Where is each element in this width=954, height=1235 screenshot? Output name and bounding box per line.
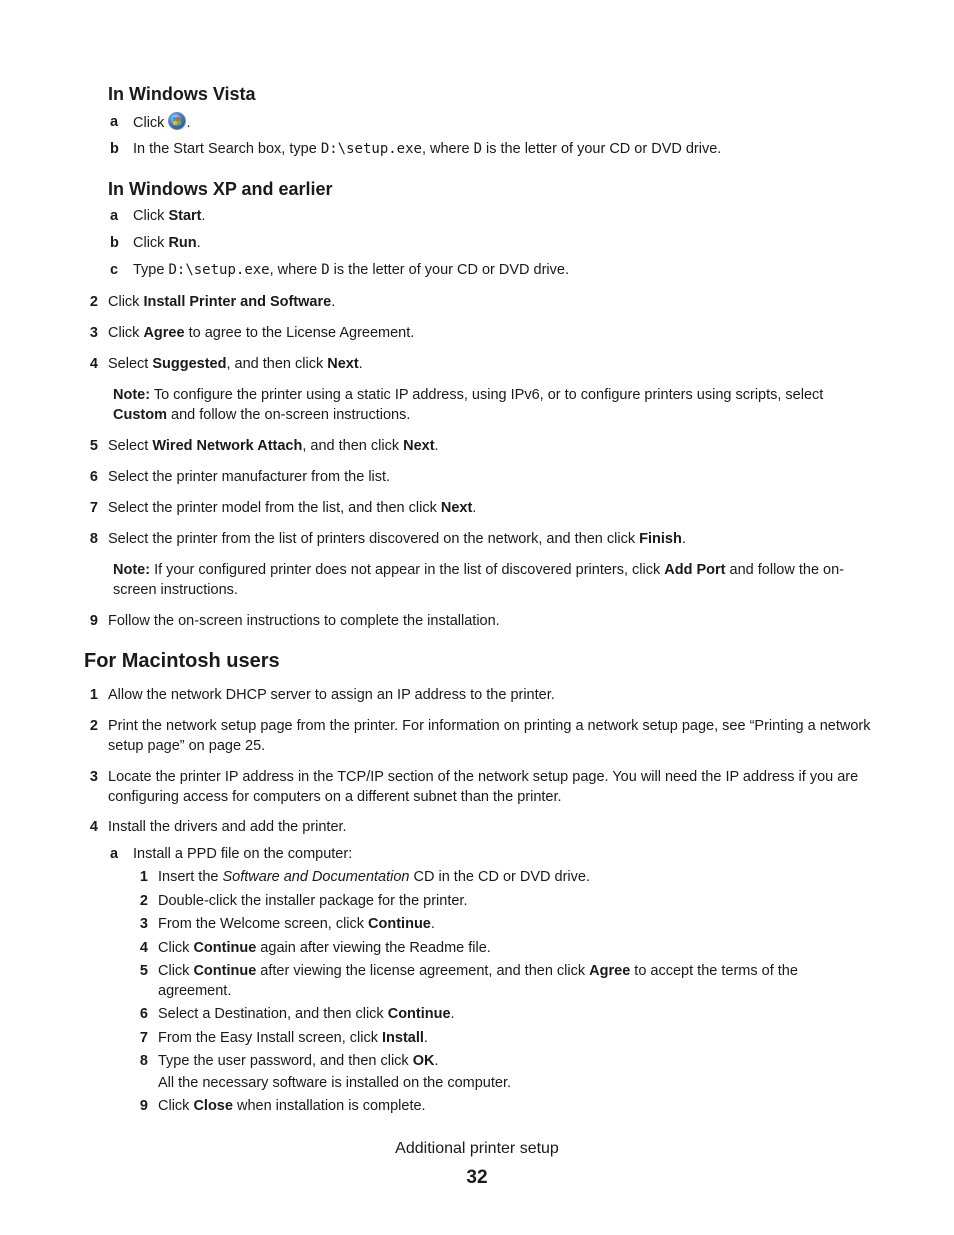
step-number: 3	[89, 325, 98, 341]
step-number: 7	[89, 500, 98, 516]
step-text: Install a PPD file on the computer:	[133, 846, 353, 862]
step-letter: b	[110, 235, 119, 251]
step-text: In the Start Search box, type D:\setup.exe, where D is the letter of your CD or DVD drive.	[133, 141, 722, 157]
step-number: 8	[89, 531, 98, 547]
step-text: Type D:\setup.exe, where D is the letter of your CD or DVD drive.	[133, 262, 569, 278]
substep-text: Type the user password, and then click OK.	[158, 1053, 439, 1069]
step-number: 4	[89, 819, 98, 835]
footer-section-title: Additional printer setup	[395, 1140, 559, 1157]
step-text: Click .	[133, 112, 873, 133]
step-text: Allow the network DHCP server to assign an IP address to the printer.	[108, 687, 555, 703]
step-number: 6	[89, 469, 98, 485]
substep-text: Click Continue after viewing the license agreement, and then click Agree to accept the terms of the agreement.	[158, 963, 798, 999]
substep-number: 8	[139, 1053, 148, 1069]
section-heading-mac: For Macintosh users	[84, 650, 280, 672]
step-text: Select the printer manufacturer from the list.	[108, 469, 391, 485]
substep-text: From the Welcome screen, click Continue.	[158, 916, 435, 932]
step-letter: a	[110, 114, 119, 130]
step-text: Click Install Printer and Software.	[108, 294, 336, 310]
substep-text: Double-click the installer package for the printer.	[158, 893, 468, 909]
step-number: 3	[89, 769, 98, 785]
step-text: Select the printer from the list of printers discovered on the network, and then click Finish.	[108, 531, 686, 547]
step-number: 2	[89, 718, 98, 734]
step-text: Click Start.	[133, 208, 206, 224]
step-number: 4	[89, 356, 98, 372]
substep-number: 2	[139, 893, 148, 909]
step-text: Select Wired Network Attach, and then click Next.	[108, 438, 439, 454]
substep-text: Click Close when installation is complete.	[158, 1098, 426, 1114]
step-letter: a	[110, 846, 119, 862]
substep-text: From the Easy Install screen, click Install.	[158, 1030, 428, 1046]
substep-number: 3	[139, 916, 148, 932]
substep-text: Click Continue again after viewing the Readme file.	[158, 940, 491, 956]
substep-number: 9	[139, 1098, 148, 1114]
note: Note: If your configured printer does not appear in the list of discovered printers, click Add Port and follow the on-screen instructions.	[113, 562, 844, 598]
step-text: Select Suggested, and then click Next.	[108, 356, 363, 372]
section-heading-xp: In Windows XP and earlier	[108, 179, 333, 199]
section-heading-vista: In Windows Vista	[108, 84, 256, 104]
page-number: 32	[466, 1167, 488, 1188]
windows-start-icon	[168, 112, 186, 130]
substep-text: Select a Destination, and then click Continue.	[158, 1006, 455, 1022]
step-text: Install the drivers and add the printer.	[108, 819, 347, 835]
step-letter: a	[110, 208, 119, 224]
step-text: Click Run.	[133, 235, 201, 251]
step-letter: c	[110, 262, 119, 278]
step-letter: b	[110, 141, 119, 157]
substep-number: 1	[139, 869, 148, 885]
substep-number: 6	[139, 1006, 148, 1022]
substep-number: 4	[139, 940, 148, 956]
step-text: Select the printer model from the list, and then click Next.	[108, 500, 477, 516]
note: Note: To configure the printer using a static IP address, using IPv6, or to configure printers using scripts, select Custom and follow the on-screen instructions.	[113, 387, 824, 423]
step-number: 2	[89, 294, 98, 310]
step-text: Locate the printer IP address in the TCP/IP section of the network setup page. You will need the IP address if you are configuring access for computers on a different subnet than the printer.	[108, 769, 859, 805]
substep-number: 7	[139, 1030, 148, 1046]
substep-text: Insert the Software and Documentation CD in the CD or DVD drive.	[158, 869, 590, 885]
step-number: 5	[89, 438, 98, 454]
step-number: 1	[89, 687, 98, 703]
step-text: Click Agree to agree to the License Agreement.	[108, 325, 415, 341]
step-text: Print the network setup page from the printer. For information on printing a network setup page, see “Printing a network setup page” on page 25.	[108, 718, 871, 754]
step-number: 9	[89, 613, 98, 629]
step-text: Follow the on-screen instructions to complete the installation.	[108, 613, 500, 629]
substep-note: All the necessary software is installed on the computer.	[158, 1075, 512, 1091]
substep-number: 5	[139, 963, 148, 979]
